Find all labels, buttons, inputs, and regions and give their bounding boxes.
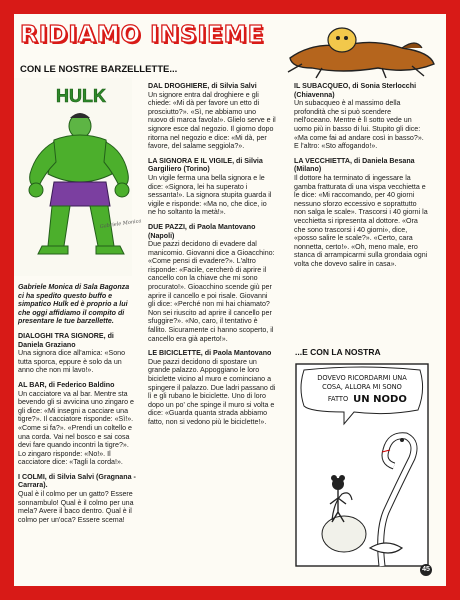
joke-title: DAL DROGHIERE, di Silvia Salvi	[148, 82, 257, 90]
joke-text: Due pazzi decidono di spostare un grande palazzo. Appoggiano le loro biciclette vicino al muro e cominciano a spingere il palazzo. Due ladri passano di lì e gli rubano le biciclette. Uno di loro dopo un po' che spinge il muro si volta e dice: «Guarda quanta strada abbiamo fatto, non si vedono più le biciclette!».	[148, 357, 276, 426]
joke-title: LA SIGNORA E IL VIGILE, di Silvia Gargiliero (Torino)	[148, 156, 263, 174]
joke-title: LA VECCHIETTA, di Daniela Besana (Milano)	[294, 156, 415, 174]
joke-title: LE BICICLETTE, di Paola Mantovano	[148, 349, 272, 358]
balloon-text-1: DOVEVO RICORDARMI UNA	[317, 374, 407, 382]
page-title: RIDIAMO INSIEME	[20, 22, 265, 48]
hulk-label: HULK	[56, 86, 106, 106]
joke-text: Il dottore ha terminato di ingessare la gamba fratturata di una vispa vecchietta e le dice: «Mi raccomando, per 40 giorni nessuno sforzo eccessivo e soprattutto non salga le scale». Trascorsi i 40 giorni la vecchietta si ripresenta al dottore. «Ora che sono trascorsi i 40 giorni», dice, «posso salire le scale?». «Certo, cara nonnetta, certo!». «Oh, meno male, ero stanca di arrampicarmi sulla grondaia ogni volta che dovevo salire in casa».	[294, 173, 428, 268]
drawing-signature: Gabriele Monica	[99, 218, 142, 230]
joke-text: Qual è il colmo per un gatto? Essere sonnambulo! Qual è il colmo per una mela? Avere il baco dentro. Qual è il colmo per un'oca? Essere scema!	[18, 490, 134, 524]
snake-cartoon	[294, 362, 430, 568]
page-subtitle: CON LE NOSTRE BARZELLETTE...	[20, 64, 178, 75]
joke-title: DIALOGHI TRA SIGNORE, di Daniela Graziano	[18, 331, 114, 349]
joke-text: Una signora dice all'amica: «Sono tutta sporca, eppure è solo da un anno che non mi lavo!».	[18, 349, 126, 375]
column-middle	[148, 82, 276, 427]
dog-illustration	[282, 18, 440, 80]
balloon-text-3: FATTO	[327, 395, 349, 403]
joke-title: AL BAR, di Federico Baldino	[18, 380, 115, 389]
joke-text: Un signore entra dal droghiere e gli chiede: «Mi dà per favore un etto di prosciutto?». «Sì, ne abbiamo uno nuovo di marca favola!». Glielo serve e il signore esce dal negozio. Il giorno dopo ritorna nel negozio e dice: «Mi dà, per favore, del salame seggiola?».	[148, 90, 276, 151]
joke-title: IL SUBACQUEO, di Sonia Sterlocchi (Chiavenna)	[294, 82, 417, 99]
hulk-drawing	[14, 78, 142, 276]
balloon-text-2: COSA, ALLORA MI SONO	[322, 383, 402, 391]
joke-text: Due pazzi decidono di evadere dal manicomio. Giovanni dice a Gioacchino: «Come pensi di evadere?». L'altro risponde: «Facile, cercherò di aprire il cancello con la chiave che mi sono procurato!». Gioacchino scende giù per aprire il cancello e poi risale. Giovanni gli dice: «Perché non mi hai chiamato? Non sei riuscito ad aprire il cancello per sfuggire?». «No, caro, il tentativo è fallito. Sicuramente ci hanno scoperto, il cancello era già aperto!».	[148, 240, 275, 343]
balloon-text-big: UN NODO	[353, 394, 407, 405]
column-right	[294, 82, 428, 268]
joke-text: Un cacciatore va al bar. Mentre sta bevendo gli si avvicina uno zingaro e gli dice: «Mi insegni a cacciare una tigre?». Il cacciatore risponde: «Sì!». «Come si fa?». «Prendi un coltello e una corda. Vai nel bosco e sai cosa devi fare quando incontri la tigre?». Lo zingaro risponde: «No!». Il cacciatore dice: «Tagli la corda!».	[18, 389, 134, 467]
joke-title: DUE PAZZI, di Paola Mantovano (Napoli)	[148, 222, 256, 240]
section-heading-cartoon: ...E CON LA NOSTRA	[295, 347, 381, 357]
drawing-caption: Gabriele Monica di Sala Bagonza ci ha spedito questo buffo e simpatico Hulk ed è proprio a lui che oggi affidiamo il compito di presentare le tue barzellette.	[18, 283, 130, 326]
column-left	[18, 283, 136, 524]
joke-text: Un subacqueo è al massimo della profondità che si può scendere nell'oceano. Mentre è lì sotto vede un uomo più in basso di lui. Stupito gli dice: «Ma come fai ad andare così in basso?». E l'altro: «Sto affogando!».	[294, 99, 424, 151]
joke-text: Un vigile ferma una bella signora e le dice: «Signora, lei ha superato i sessanta!». La signora stupita guarda il vigile e risponde: «Ma no, che dice, io ne ho soltanto la metà!».	[148, 173, 272, 217]
page-number: 45	[420, 564, 432, 576]
joke-title: I COLMI, di Silvia Salvi (Gragnana - Carrara).	[18, 472, 136, 490]
